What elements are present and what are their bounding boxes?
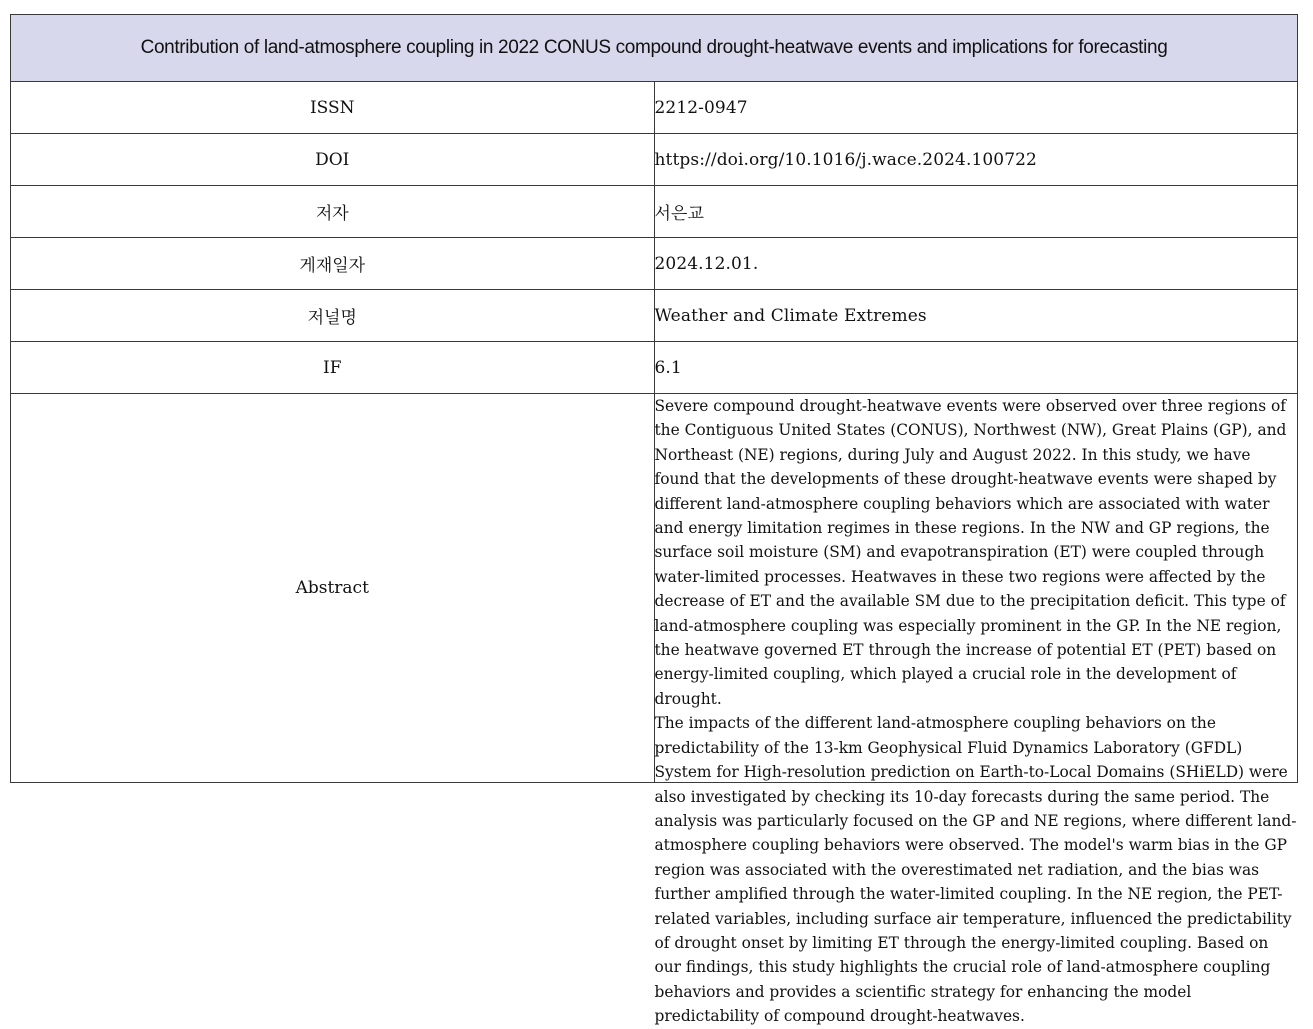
paper-info-table [10,14,1298,1026]
issn-label: ISSN [11,82,655,134]
publication-date-label: 게재일자 [11,238,655,290]
table-row-impact-factor [11,342,1298,394]
doi-value: https://doi.org/10.1016/j.wace.2024.100722 [654,134,1298,186]
issn-value: 2212-0947 [654,82,1298,134]
abstract-paragraph-2: The impacts of the different land-atmosphere coupling behaviors on the predictability of the 13-km Geophysical Fluid Dynamics Laboratory (GFDL) System for High-resolution prediction on Earth-to-Local Domains (SHiELD) were also investigated by checking its 10-day forecasts during the same period. The analysis was particularly focused on the GP and NE regions, where different land-atmosphere coupling behaviors were observed. The model's warm bias in the GP region was associated with the overestimated net radiation, and the bias was further amplified through the water-limited coupling. In the NE region, the PET-related variables, including surface air temperature, influenced the predictability of drought onset by limiting ET through the energy-limited coupling. Based on our findings, this study highlights the crucial role of land-atmosphere coupling behaviors and provides a scientific strategy for enhancing the model predictability of compound drought-heatwaves. [654,714,1297,1026]
journal-value: Weather and Climate Extremes [654,290,1298,342]
author-value: 서은교 [654,186,1298,238]
table-row-journal [11,290,1298,342]
impact-factor-value: 6.1 [654,342,1298,394]
journal-label: 저널명 [11,290,655,342]
paper-title: Contribution of land-atmosphere coupling in 2022 CONUS compound drought-heatwave events and implications for forecasting [11,15,1298,82]
author-label: 저자 [11,186,655,238]
table-row-publication-date [11,238,1298,290]
table-row-abstract [11,394,1298,783]
table-row-doi [11,134,1298,186]
abstract-label: Abstract [11,394,655,783]
abstract-paragraph-1: Severe compound drought-heatwave events were observed over three regions of the Contiguous United States (CONUS), Northwest (NW), Great Plains (GP), and Northeast (NE) regions, during July and August 2022. In this study, we have found that the developments of these drought-heatwave events were shaped by different land-atmosphere coupling behaviors which are associated with water and energy limitation regimes in these regions. In the NW and GP regions, the surface soil moisture (SM) and evapotranspiration (ET) were coupled through water-limited processes. Heatwaves in these two regions were affected by the decrease of ET and the available SM due to the precipitation deficit. This type of land-atmosphere coupling was especially prominent in the GP. In the NE region, the heatwave governed ET through the increase of potential ET (PET) based on energy-limited coupling, which played a crucial role in the development of drought. [654,397,1287,708]
abstract-body [654,394,1298,1026]
abstract-text [654,394,1298,1026]
doi-label: DOI [11,134,655,186]
title-row [11,15,1298,82]
impact-factor-label: IF [11,342,655,394]
publication-date-value: 2024.12.01. [654,238,1298,290]
table-row-author [11,186,1298,238]
table-row-issn [11,82,1298,134]
